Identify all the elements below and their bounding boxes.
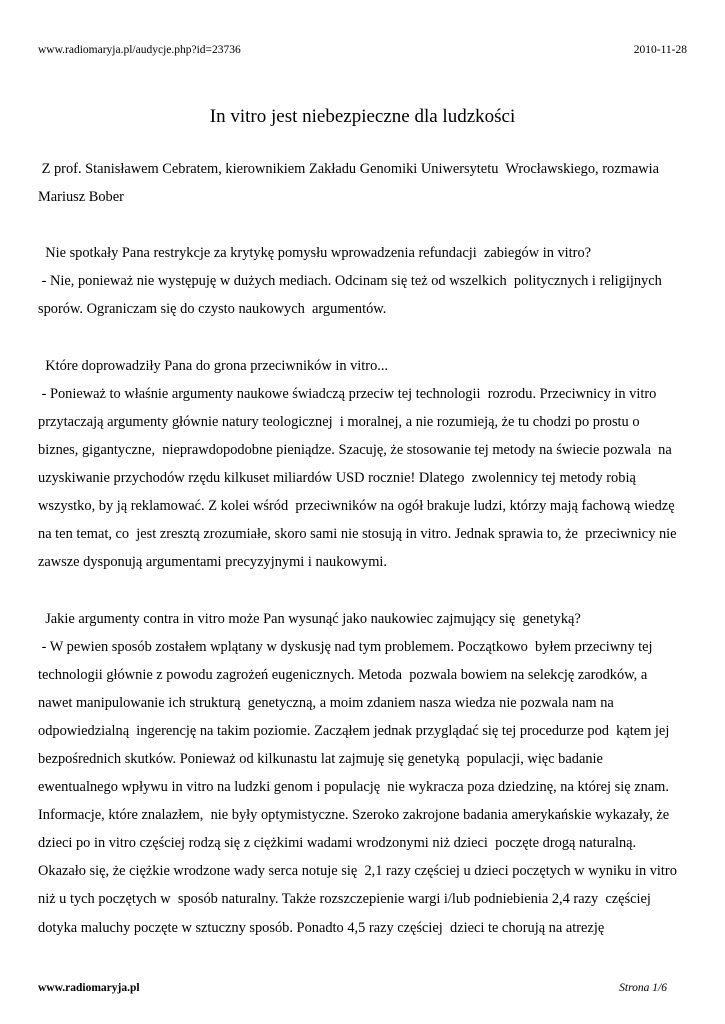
footer-page-number: Strona 1/6 — [619, 982, 667, 994]
answer-3-line: odpowiedzialną ingerencję na takim poziomie. Zacząłem jednak przyglądać się tej procedurze pod kątem jej — [38, 722, 670, 739]
answer-2-line: uzyskiwanie przychodów rzędu kilkuset miliardów USD rocznie! Dlatego zwolennicy tej metody robią — [38, 470, 636, 487]
answer-3-line: technologii głównie z powodu zagrożeń eugenicznych. Metoda pozwala bowiem na selekcję zarodków, a — [38, 666, 648, 683]
answer-3-line: niż u tych poczętych w sposób naturalny. Także rozszczepienie wargi i/lub podniebienia 2,4 razy częściej — [38, 891, 651, 908]
answer-3-line: ewentualnego wpływu in vitro na ludzki genom i populację nie wykracza poza dziedzinę, na której się znam. — [38, 779, 669, 796]
answer-2-line: na ten temat, co jest zresztą zrozumiałe, skoro sami nie stosują in vitro. Jednak sprawia to, że przeciwnicy nie — [38, 526, 677, 543]
article-body — [38, 155, 690, 942]
answer-3-line: nawet manipulowanie ich strukturą genetyczną, a moim zdaniem nasza wiedza nie pozwala nam na — [38, 694, 614, 711]
question-2: Które doprowadziły Pana do grona przeciwników in vitro... — [38, 357, 389, 374]
answer-2-line: przytaczają argumenty głównie natury teologicznej i moralnej, a nie rozumieją, że tu chodzi po prostu o — [38, 413, 640, 430]
question-1: Nie spotkały Pana restrykcje za krytykę pomysłu wprowadzenia refundacji zabiegów in vitro? — [38, 245, 592, 262]
footer-site: www.radiomaryja.pl — [38, 982, 140, 994]
intro-line: Z prof. Stanisławem Cebratem, kierownikiem Zakładu Genomiki Uniwersytetu Wrocławskiego, rozmawia — [38, 161, 659, 177]
answer-1-line: - Nie, ponieważ nie występuję w dużych mediach. Odcinam się też od wszelkich politycznych i religijnych — [38, 273, 662, 290]
answer-3-line: Informacje, które znalazłem, nie były optymistyczne. Szeroko zakrojone badania amerykańskie wykazały, że — [38, 807, 670, 824]
paragraph-gap — [38, 211, 690, 239]
answer-2-line: - Ponieważ to właśnie argumenty naukowe świadczą przeciw tej technologii rozrodu. Przeciwnicy in vitro — [38, 385, 657, 402]
answer-3-line: Okazało się, że ciężkie wrodzone wady serca notuje się 2,1 razy częściej u dzieci poczętych w wyniku in vitro — [38, 863, 677, 880]
answer-2-line: biznes, gigantyczne, nieprawdopodobne pieniądze. Szacuję, że stosowanie tej metody na świecie pozwala na — [38, 441, 672, 458]
answer-3-line: dzieci po in vitro częściej rodzą się z ciężkimi wadami wrodzonymi niż dzieci poczęte drogą naturalną. — [38, 835, 637, 852]
paragraph-gap — [38, 576, 690, 604]
intro-line: Mariusz Bober — [38, 189, 124, 206]
header-url: www.radiomaryja.pl/audycje.php?id=23736 — [38, 44, 241, 56]
paragraph-gap — [38, 324, 690, 352]
header-date: 2010-11-28 — [633, 44, 687, 56]
article-title: In vitro jest niebezpieczne dla ludzkości — [209, 106, 516, 127]
answer-3-line: dotyka maluchy poczęte w sztuczny sposób. Ponadto 4,5 razy częściej dzieci te chorują na atrezję — [38, 919, 605, 936]
question-3: Jakie argumenty contra in vitro może Pan wysunąć jako naukowiec zajmujący się genetyką? — [38, 610, 581, 627]
answer-3-line: bezpośrednich skutków. Ponieważ od kilkunastu lat zajmuję się genetyką populacji, więc badanie — [38, 750, 603, 767]
answer-2-line: zawsze dysponują argumentami precyzyjnymi i naukowymi. — [38, 554, 388, 571]
answer-3-line: - W pewien sposób zostałem wplątany w dyskusję nad tym problemem. Początkowo byłem przeciwny tej — [38, 638, 653, 655]
answer-2-line: wszystko, by ją reklamować. Z kolei wśród przeciwników na ogół brakuje ludzi, którzy mają fachową wiedzę — [38, 498, 675, 515]
answer-1-line: sporów. Ograniczam się do czysto naukowych argumentów. — [38, 301, 387, 318]
